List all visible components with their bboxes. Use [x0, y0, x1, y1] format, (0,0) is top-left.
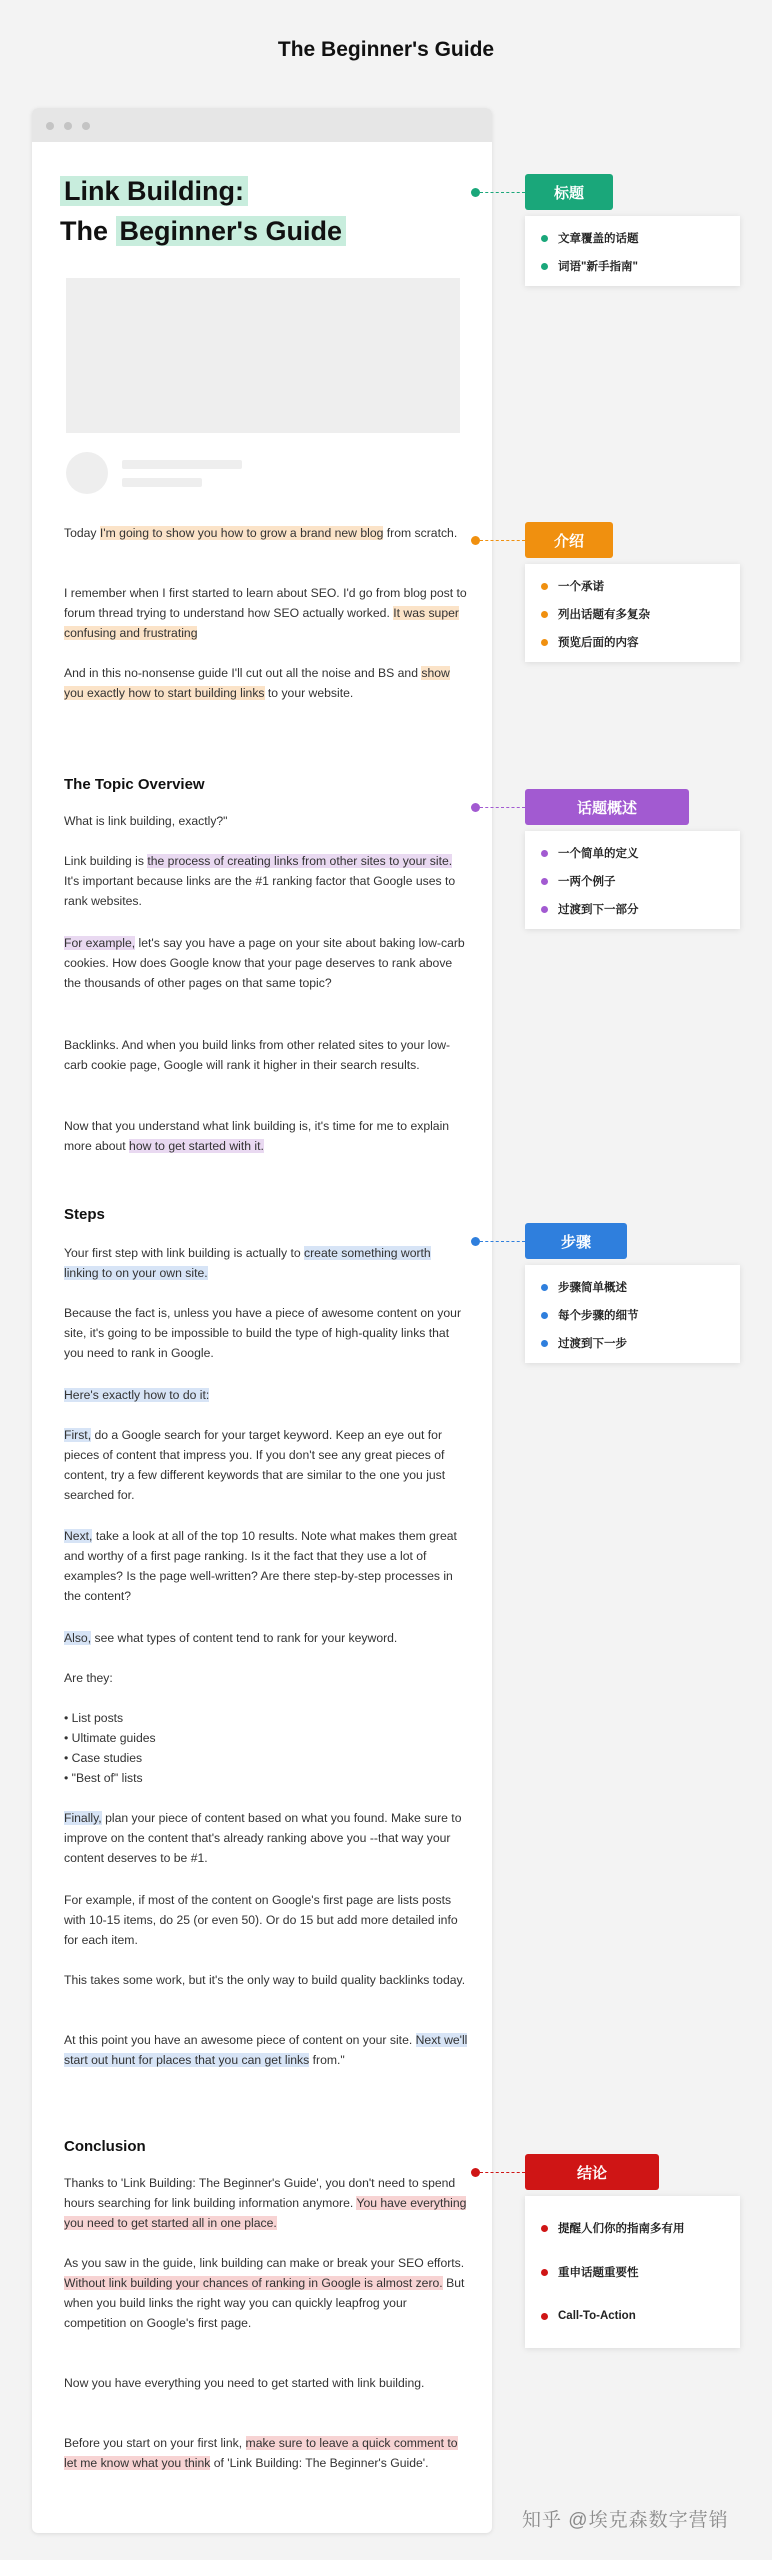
annotation-item: Call-To-Action — [541, 2294, 740, 2338]
bullet-icon — [541, 639, 548, 646]
topic-paragraph-4: Now that you understand what link building is, it's time for me to explain more about how to get started with it. — [64, 1119, 450, 1153]
steps-paragraph-8: Finally, plan your piece of content based on what you found. Make sure to improve on the content that's already ranking above you --that way your content deserves to be #1. — [64, 1811, 462, 1865]
steps-paragraph-4: First, do a Google search for your target keyword. Keep an eye out for pieces of content that impress you. If you don't see any great pieces of content, try a few different keywords that are similar to the one you just searched for. — [64, 1428, 446, 1502]
topic-paragraph-2: For example, let's say you have a page on your site about baking low-carb cookies. How does Google know that your page deserves to rank above the thousands of other pages on that same topic? — [64, 936, 465, 990]
steps-paragraph-11: At this point you have an awesome piece of content on your site. Next we'll start out hunt for places that you can get links from." — [64, 2033, 468, 2067]
annotation-item: 一两个例子 — [541, 867, 740, 895]
conclusion-paragraph-2: As you saw in the guide, link building can make or break your SEO efforts. Without link building your chances of ranking in Google is almost zero. But when you build links the right way you can quickly leapfrog your competition on Google's first page. — [64, 2256, 465, 2330]
bullet-icon — [541, 1340, 548, 1347]
bullet-icon — [541, 2313, 548, 2320]
annotation-note-conclusion — [525, 2196, 740, 2348]
annotation-item: 一个承诺 — [541, 572, 740, 600]
list-item: • Ultimate guides — [64, 1728, 468, 1748]
bullet-icon — [541, 611, 548, 618]
hero-title-line2: The Beginner's Guide — [60, 216, 346, 247]
topic-paragraph-3: Backlinks. And when you build links from other related sites to your low-carb cookie page, Google will rank it higher in their search results. — [64, 1038, 451, 1072]
content-types-list — [64, 1708, 468, 1788]
intro-paragraph-2: I remember when I first started to learn about SEO. I'd go from blog post to forum thread trying to understand how SEO actually worked. It was super confusing and frustrating — [64, 586, 467, 640]
conclusion-paragraph-1: Thanks to 'Link Building: The Beginner's Guide', you don't need to spend hours searching for link building information anymore. You have everything you need to get started all in one place. — [64, 2176, 467, 2230]
connector-dot-steps — [471, 1237, 480, 1246]
connector-line-topic — [480, 807, 525, 808]
bullet-icon — [541, 235, 548, 242]
annotation-tag-steps: 步骤 — [525, 1223, 627, 1259]
connector-dot-conclusion — [471, 2168, 480, 2177]
window-dot — [46, 122, 54, 130]
article-browser-window — [32, 108, 492, 2533]
annotation-item: 过渡到下一部分 — [541, 895, 740, 923]
connector-line-title — [480, 192, 525, 193]
bullet-icon — [541, 2225, 548, 2232]
list-item: • Case studies — [64, 1748, 468, 1768]
annotation-tag-title: 标题 — [525, 174, 613, 210]
steps-paragraph-10: This takes some work, but it's the only way to build quality backlinks today. — [64, 1973, 466, 1987]
conclusion-heading: Conclusion — [64, 2138, 146, 2155]
annotation-note-title — [525, 216, 740, 286]
author-avatar — [66, 452, 108, 494]
annotation-note-steps — [525, 1265, 740, 1363]
browser-toolbar — [32, 108, 492, 142]
annotation-item: 一个简单的定义 — [541, 839, 740, 867]
steps-paragraph-1: Your first step with link building is actually to create something worth linking to on your own site. — [64, 1246, 431, 1280]
steps-paragraph-7: Are they: — [64, 1671, 113, 1685]
page-title: The Beginner's Guide — [277, 38, 495, 61]
connector-dot-title — [471, 188, 480, 197]
annotation-item: 文章覆盖的话题 — [541, 224, 740, 252]
bullet-icon — [541, 850, 548, 857]
annotation-item: 词语"新手指南" — [541, 252, 740, 280]
annotation-item: 提醒人们你的指南多有用 — [541, 2206, 740, 2250]
connector-dot-topic — [471, 803, 480, 812]
topic-paragraph-1: Link building is the process of creating links from other sites to your site. It's important because links are the #1 ranking factor that Google uses to rank websites. — [64, 854, 456, 908]
intro-paragraph-1: Today I'm going to show you how to grow a brand new blog from scratch. — [64, 526, 458, 540]
list-item: • List posts — [64, 1708, 468, 1728]
connector-line-conclusion — [480, 2172, 525, 2173]
window-dot — [82, 122, 90, 130]
annotation-item: 预览后面的内容 — [541, 628, 740, 656]
annotation-item: 列出话题有多复杂 — [541, 600, 740, 628]
connector-line-intro — [480, 540, 525, 541]
author-name-placeholder — [122, 460, 242, 469]
bullet-icon — [541, 2269, 548, 2276]
bullet-icon — [541, 878, 548, 885]
steps-paragraph-5: Next, take a look at all of the top 10 results. Note what makes them great and worthy of a first page ranking. Is it the fact that they use a lot of examples? Is the page well-written? Are there step-by-step processes in the content? — [64, 1529, 457, 1603]
window-dot — [64, 122, 72, 130]
connector-dot-intro — [471, 536, 480, 545]
bullet-icon — [541, 1284, 548, 1291]
annotation-note-intro — [525, 564, 740, 662]
hero-image-placeholder — [66, 278, 460, 433]
conclusion-paragraph-4: Before you start on your first link, make sure to leave a quick comment to let me know what you think of 'Link Building: The Beginner's Guide'. — [64, 2436, 458, 2470]
annotation-tag-topic: 话题概述 — [525, 789, 689, 825]
bullet-icon — [541, 263, 548, 270]
steps-heading: Steps — [64, 1206, 105, 1223]
annotation-item: 过渡到下一步 — [541, 1329, 740, 1357]
bullet-icon — [541, 583, 548, 590]
list-item: • "Best of" lists — [64, 1768, 468, 1788]
steps-paragraph-9: For example, if most of the content on Google's first page are lists posts with 10-15 items, do 25 (or even 50). Or do 15 but add more detailed info for each item. — [64, 1893, 458, 1947]
conclusion-paragraph-3: Now you have everything you need to get started with link building. — [64, 2376, 425, 2390]
source-watermark: 知乎 @埃克森数字营销 — [522, 2510, 729, 2531]
annotation-item: 步骤简单概述 — [541, 1273, 740, 1301]
steps-paragraph-6: Also, see what types of content tend to rank for your keyword. — [64, 1631, 398, 1645]
hero-title-line1: Link Building: — [60, 176, 248, 207]
topic-heading: The Topic Overview — [64, 776, 205, 793]
annotation-item: 重申话题重要性 — [541, 2250, 740, 2294]
annotation-note-topic — [525, 831, 740, 929]
topic-question: What is link building, exactly?" — [64, 814, 228, 828]
annotation-tag-conclusion: 结论 — [525, 2154, 659, 2190]
intro-paragraph-3: And in this no-nonsense guide I'll cut out all the noise and BS and show you exactly how to start building links to your website. — [64, 666, 450, 700]
annotation-item: 每个步骤的细节 — [541, 1301, 740, 1329]
author-meta-placeholder — [122, 478, 202, 487]
bullet-icon — [541, 906, 548, 913]
bullet-icon — [541, 1312, 548, 1319]
annotation-tag-intro: 介绍 — [525, 522, 613, 558]
steps-paragraph-2: Because the fact is, unless you have a piece of awesome content on your site, it's going to be impossible to build the type of high-quality links that you need to rank in Google. — [64, 1306, 462, 1360]
connector-line-steps — [480, 1241, 525, 1242]
steps-paragraph-3: Here's exactly how to do it: — [64, 1388, 210, 1402]
